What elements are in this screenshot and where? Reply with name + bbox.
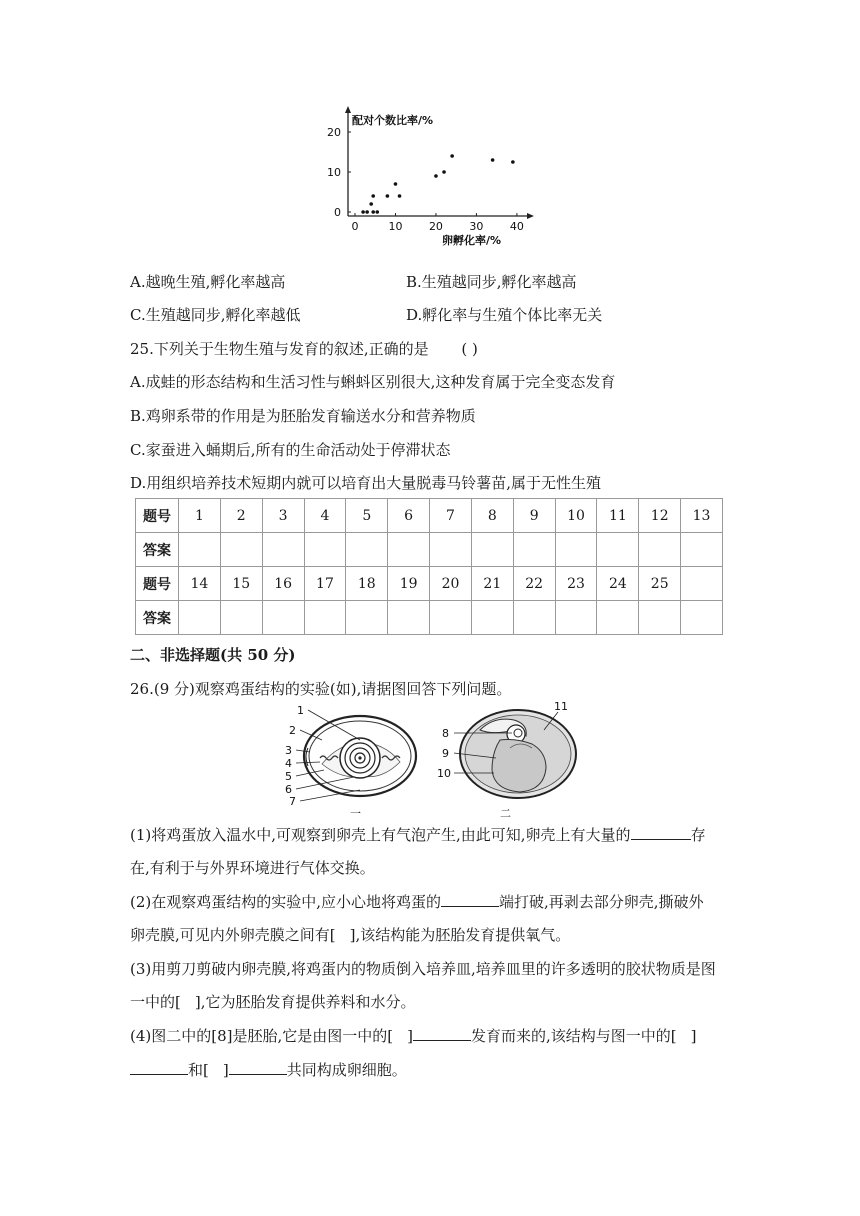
question-number-cell: 15 [220,567,262,601]
question-number-cell: 21 [471,567,513,601]
fig2-label: 11 [554,700,568,713]
answer-cell[interactable] [346,601,388,635]
fig1-label: 6 [285,783,292,796]
answer-cell[interactable] [555,601,597,635]
answer-cell[interactable] [471,533,513,567]
question-number-cell: 9 [513,499,555,533]
q26-stem: 26.(9 分)观察鸡蛋结构的实验(如),请据图回答下列问题。 [130,680,512,698]
question-number-cell: 12 [639,499,681,533]
question-number-cell: 6 [388,499,430,533]
q26-part4-text: 和[ [188,1061,209,1079]
fig1-label: 5 [285,770,292,783]
q26-part4-bracket-close: ] [690,1027,697,1045]
q26-part4-line2 [130,1059,407,1080]
q26-part4-text: (4)图二中的[8]是胚胎,它是由图一中的[ [130,1027,394,1045]
answer-cell[interactable] [471,601,513,635]
y-tick-label: 0 [334,206,341,219]
fig2-caption: 二 [500,807,511,820]
question-number-cell: 20 [430,567,472,601]
table-row-answers-1 [136,533,723,567]
fig2-label: 8 [442,727,449,740]
fig2-label: 9 [442,747,449,760]
q26-part1-text: (1)将鸡蛋放入温水中,可观察到卵壳上有气泡产生,由此可知,卵壳上有大量的 [130,826,631,844]
answer-blank[interactable] [229,1059,287,1075]
q26-part2-line2 [130,924,570,945]
data-point [398,194,402,198]
data-point [371,194,375,198]
question-number-cell: 14 [179,567,221,601]
egg-figure-1 [282,700,432,820]
y-tick-label: 10 [327,166,341,179]
q25-stem-text: 25.下列关于生物生殖与发育的叙述,正确的是 [130,340,429,358]
y-axis-arrow [345,106,351,113]
data-point [386,194,390,198]
answer-cell[interactable] [388,601,430,635]
table-row-answers-2 [136,601,723,635]
fig1-label: 2 [289,724,296,737]
fig1-label: 3 [285,744,292,757]
data-point [371,210,375,214]
q26-part2-line1 [130,891,704,912]
answer-cell[interactable] [513,601,555,635]
q26-part4-text: 共同构成卵细胞。 [286,1061,407,1079]
q26-part2-text-tail: 端打破,再剥去部分卵壳,撕破外 [499,893,704,911]
q26-part3-line2 [130,991,415,1012]
q26-part2-text: (2)在观察鸡蛋结构的实验中,应小心地将鸡蛋的 [130,893,442,911]
answer-cell[interactable] [220,533,262,567]
q26-part2-text-tail: ],该结构能为胚胎发育提供氧气。 [349,926,571,944]
q26-part4-line1 [130,1025,696,1046]
answer-cell[interactable] [597,533,639,567]
question-number-cell: 13 [681,499,723,533]
data-point [450,154,454,158]
answer-cell[interactable] [346,533,388,567]
question-number-cell: 24 [597,567,639,601]
q26-part1-line1 [130,824,706,845]
x-tick-label: 0 [351,220,359,233]
question-number-cell: 1 [179,499,221,533]
question-number-cell: 8 [471,499,513,533]
q26-part3-line1: (3)用剪刀剪破内卵壳膜,将鸡蛋内的物质倒入培养皿,培养皿里的许多透明的胶状物质是图 [130,960,716,978]
question-number-cell: 10 [555,499,597,533]
data-point [491,158,495,162]
question-number-cell: 23 [555,567,597,601]
answer-label-cell: 答案 [136,601,179,635]
q25-answer-paren: ( ) [461,340,478,358]
answer-cell[interactable] [304,533,346,567]
q25-option-d: D.用组织培养技术短期内就可以培育出大量脱毒马铃薯苗,属于无性生殖 [130,474,602,492]
question-number-cell: 17 [304,567,346,601]
answer-cell[interactable] [262,533,304,567]
answer-cell[interactable] [430,533,472,567]
data-point [434,174,438,178]
fig1-label: 4 [285,757,292,770]
question-number-cell: 16 [262,567,304,601]
answer-blank[interactable] [130,1059,188,1075]
egg-figure-2 [432,700,592,820]
question-number-cell: 3 [262,499,304,533]
header-label-cell: 题号 [136,567,179,601]
question-number-cell: 2 [220,499,262,533]
fig1-label: 1 [297,704,304,717]
q24-option-c: C.生殖越同步,孵化率越低 [130,306,301,324]
answer-table [135,498,723,635]
q25-option-a: A.成蛙的形态结构和生活习性与蝌蚪区别很大,这种发育属于完全变态发育 [130,373,616,391]
q26-part3-text: 一中的[ [130,993,181,1011]
answer-cell[interactable] [179,533,221,567]
answer-cell[interactable] [555,533,597,567]
header-label-cell: 题号 [136,499,179,533]
q26-part3-text-tail: ],它为胚胎发育提供养料和水分。 [194,993,416,1011]
answer-cell[interactable] [388,533,430,567]
q25-stem [130,338,478,359]
q24-option-b: B.生殖越同步,孵化率越高 [406,273,577,291]
q25-option-c: C.家蚕进入蛹期后,所有的生命活动处于停滞状态 [130,441,451,459]
question-number-cell: 18 [346,567,388,601]
scatter-chart [320,106,550,256]
x-tick-label: 30 [469,220,484,233]
question-number-cell [681,567,723,601]
data-point [361,210,365,214]
fig1-label: 7 [289,795,296,808]
y-axis-label: 配对个数比率/% [352,114,434,127]
question-number-cell: 11 [597,499,639,533]
answer-cell[interactable] [639,533,681,567]
question-number-cell: 19 [388,567,430,601]
q26-part2-text: 卵壳膜,可见内外卵壳膜之间有[ [130,926,336,944]
section-title: 二、非选择题(共 50 分) [130,646,296,664]
x-tick-label: 20 [428,220,443,233]
answer-cell[interactable] [681,533,723,567]
q26-part4-bracket-close: ] [407,1027,413,1045]
answer-cell[interactable] [304,601,346,635]
answer-cell[interactable] [639,601,681,635]
answer-cell[interactable] [513,533,555,567]
answer-blank[interactable] [413,1025,471,1041]
q26-part4-bracket-close: ] [222,1061,229,1079]
q25-option-b: B.鸡卵系带的作用是为胚胎发育输送水分和营养物质 [130,407,476,425]
x-axis-label: 卵孵化率/% [442,234,502,247]
data-point [511,160,515,164]
x-tick-label: 40 [509,220,524,233]
data-point [365,210,369,214]
y-tick-label: 20 [327,126,341,139]
answer-cell[interactable] [220,601,262,635]
x-axis-arrow [527,213,534,219]
question-number-cell: 4 [304,499,346,533]
question-number-cell: 25 [639,567,681,601]
answer-cell[interactable] [179,601,221,635]
answer-label-cell: 答案 [136,533,179,567]
answer-cell[interactable] [262,601,304,635]
q26-part1-line2: 在,有利于与外界环境进行气体交换。 [130,859,375,877]
data-point [375,210,379,214]
q26-part4-text: 发育而来的,该结构与图一中的[ [470,1027,677,1045]
question-number-cell: 22 [513,567,555,601]
question-number-cell: 5 [346,499,388,533]
table-row-numbers-1 [136,499,723,533]
answer-cell[interactable] [681,601,723,635]
x-tick-label: 10 [388,220,403,233]
answer-blank[interactable] [441,891,499,907]
data-point [369,202,373,206]
table-row-numbers-2 [136,567,723,601]
q26-part1-text-tail: 存 [690,826,706,844]
data-point [442,170,446,174]
q24-option-a: A.越晚生殖,孵化率越高 [130,273,286,291]
data-point [394,182,398,186]
answer-cell[interactable] [430,601,472,635]
answer-cell[interactable] [597,601,639,635]
question-number-cell: 7 [430,499,472,533]
q24-option-d: D.孵化率与生殖个体比率无关 [406,306,603,324]
answer-blank[interactable] [631,824,691,840]
fig2-label: 10 [437,767,451,780]
fig1-caption: 一 [350,807,361,820]
